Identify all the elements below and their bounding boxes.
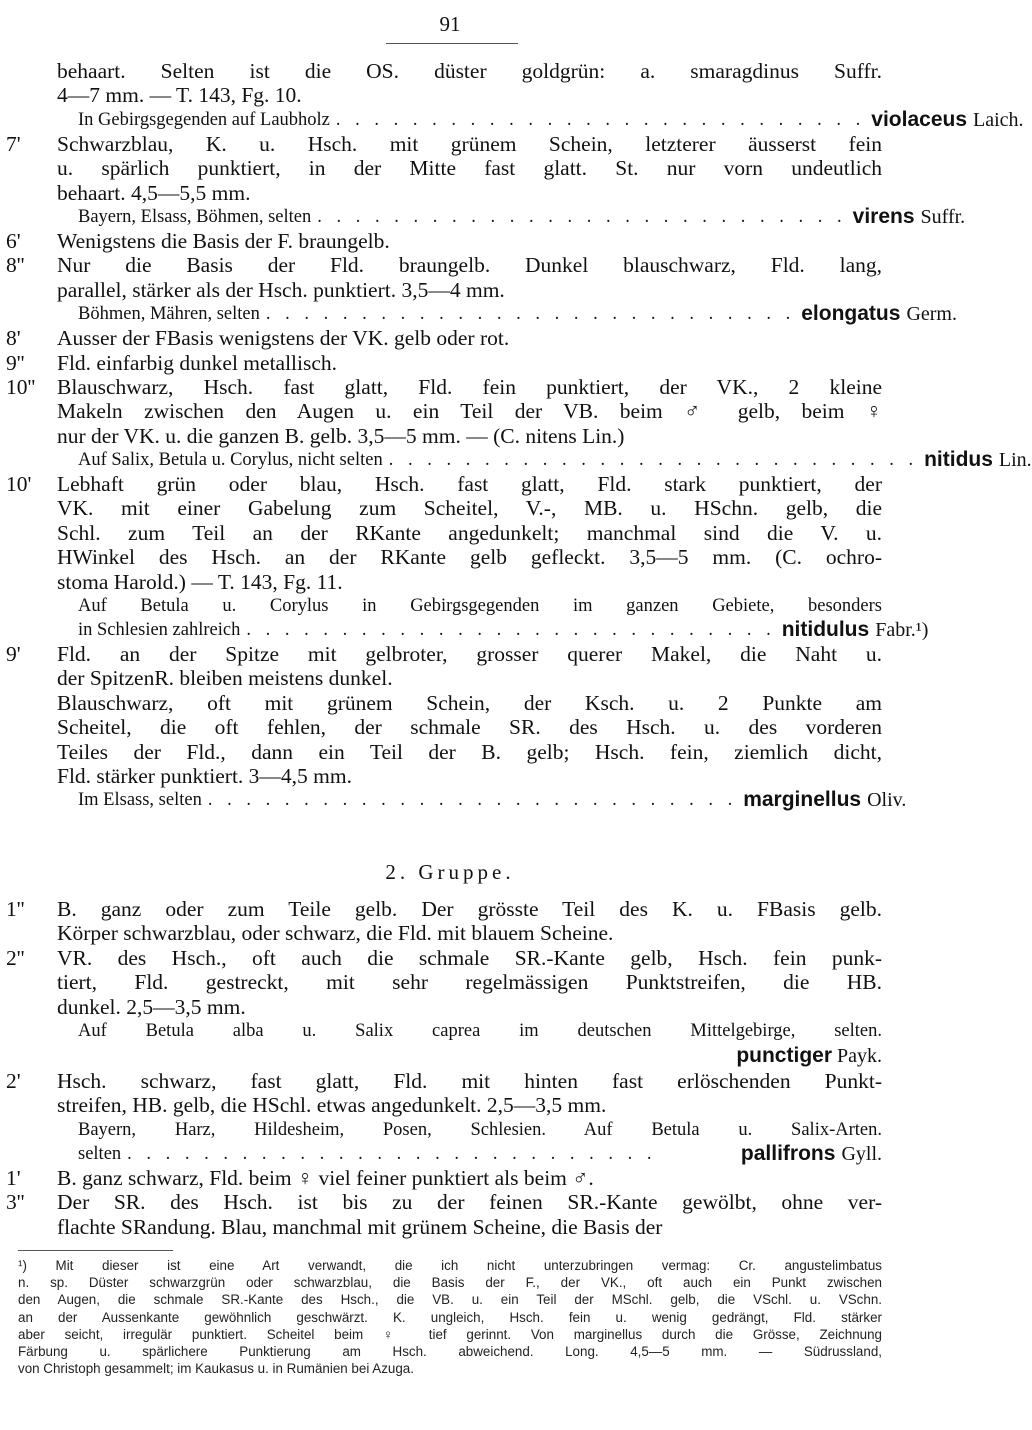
key-line <box>0 995 900 1019</box>
key-line <box>0 496 900 520</box>
key-text: Fld. einfarbig dunkel metallisch. <box>57 350 338 375</box>
key-text: Blauschwarz, oft mit grünem Schein, der Ksch. u. 2 Punkte am <box>57 690 882 715</box>
species-line <box>0 204 966 229</box>
key-text: tiert, Fld. gestreckt, mit sehr regelmässigen Punktstreifen, die HB. <box>57 970 882 995</box>
key-text: streifen, HB. gelb, die HSchl. etwas angedunkelt. 2,5—3,5 mm. <box>57 1093 607 1118</box>
footnote-line: den Augen, die schmale SR.-Kante des Hsch., die VB. u. ein Teil der MSchl. gelb, die VSchl. u. VSchn. <box>18 1292 882 1308</box>
key-text: Blauschwarz, Hsch. fast glatt, Fld. fein punktiert, der VK., 2 kleine <box>57 374 882 399</box>
species-line <box>0 1043 900 1069</box>
locality-text: Auf Betula alba u. Salix caprea im deutschen Mittelgebirge, selten. <box>78 1020 882 1041</box>
key-line <box>0 970 900 994</box>
key-text: Körper schwarzblau, oder schwarz, die Fld. mit blauem Scheine. <box>57 921 614 946</box>
key-text: parallel, stärker als der Hsch. punktiert. 3,5—4 mm. <box>57 277 505 302</box>
footnote-line: aber seicht, irregulär punktiert. Scheitel beim ♀ tief gerinnt. Von marginellus durch die Grösse, Zeichnung <box>18 1326 882 1342</box>
couplet-number: 3'' <box>6 1190 25 1215</box>
couplet-number: 2' <box>6 1068 21 1093</box>
footnote-line: Färbung u. spärlichere Punktierung am Hsch. abweichend. Long. 4,5—5 mm. — Südrussland, <box>18 1343 882 1359</box>
key-text: nur der VK. u. die ganzen B. gelb. 3,5—5 mm. — (C. nitens Lin.) <box>57 423 625 448</box>
key-line <box>0 83 900 107</box>
key-text: Wenigstens die Basis der F. braungelb. <box>57 228 390 253</box>
species-entry <box>78 788 907 812</box>
species-name: nitidus <box>924 448 993 472</box>
key-line <box>0 399 900 423</box>
couplet-number: 6' <box>6 228 21 253</box>
key-line <box>0 156 900 180</box>
key-line <box>0 642 900 666</box>
locality-line <box>0 594 900 618</box>
species-entry <box>78 618 929 642</box>
key-line <box>0 715 900 739</box>
footnote-rule <box>18 1250 173 1251</box>
species-line <box>0 788 907 812</box>
key-line <box>0 666 900 690</box>
species-author: Lin. <box>998 449 1032 472</box>
species-line <box>0 107 1024 132</box>
key-line <box>0 424 900 448</box>
key-line <box>0 59 900 83</box>
key-text: stoma Harold.) — T. 143, Fg. 11. <box>57 569 343 594</box>
species-author: Payk. <box>837 1044 882 1067</box>
key-line <box>0 132 900 156</box>
locality-text: selten <box>78 1143 122 1164</box>
key-line <box>0 740 900 764</box>
key-text: B. ganz oder zum Teile gelb. Der grösste Teil des K. u. FBasis gelb. <box>57 897 882 921</box>
key-line <box>0 1166 900 1190</box>
couplet-number: 7' <box>6 131 21 156</box>
locality-text: Im Elsass, selten <box>78 790 202 811</box>
species-author: Laich. <box>973 108 1024 131</box>
species-name: marginellus <box>743 788 862 812</box>
key-line <box>0 921 900 945</box>
key-line <box>0 351 900 375</box>
key-line <box>0 229 900 253</box>
locality-text: Auf Betula u. Corylus in Gebirgsgegenden im ganzen Gebiete, besonders <box>78 596 882 617</box>
key-line <box>0 1093 900 1117</box>
key-text: Nur die Basis der Fld. braungelb. Dunkel blauschwarz, Fld. lang, <box>57 253 882 278</box>
species-author: Oliv. <box>867 789 907 812</box>
locality-text: Böhmen, Mähren, selten <box>78 304 260 325</box>
species-author: Fabr.¹) <box>875 619 929 642</box>
locality-text: Auf Salix, Betula u. Corylus, nicht selten <box>78 450 383 471</box>
species-entry <box>78 448 1032 472</box>
dot-leader: . . . . . . . . . . . . . . . . . . . . . . . . . . . . <box>335 109 866 130</box>
key-text: Schl. zum Teil an der RKante angedunkelt; manchmal sind die V. u. <box>57 520 882 545</box>
dot-leader: . . . . . . . . . . . . . . . . . . . . . . . . . . . . <box>246 620 776 641</box>
species-line <box>0 302 957 326</box>
key-text: Fld. an der Spitze mit gelbroter, grosser querer Makel, die Naht u. <box>57 642 882 667</box>
species-line <box>0 1142 900 1166</box>
species-name: pallifrons <box>740 1141 836 1165</box>
key-text: 4—7 mm. — T. 143, Fg. 10. <box>57 83 302 108</box>
key-line <box>0 570 900 594</box>
species-name: punctiger <box>736 1043 832 1067</box>
species-author: Germ. <box>906 303 957 326</box>
key-text: behaart. Selten ist die OS. düster goldgrün: a. smaragdinus Suffr. <box>57 59 882 83</box>
species-entry <box>78 107 1024 132</box>
species-entry <box>78 1142 882 1166</box>
key-text: HWinkel des Hsch. an der RKante gelb gefleckt. 3,5—5 mm. (C. ochro- <box>57 545 882 570</box>
key-line <box>0 1069 900 1093</box>
couplet-number: 1'' <box>6 897 25 921</box>
dot-leader: . . . . . . . . . . . . . . . . . . . . . . . . . . . . <box>207 790 738 811</box>
dot-leader: . . . . . . . . . . . . . . . . . . . . . . . . . . . . <box>265 304 796 325</box>
key-text: Schwarzblau, K. u. Hsch. mit grünem Schein, letzterer äusserst fein <box>57 131 882 156</box>
key-text: Der SR. des Hsch. ist bis zu der feinen SR.-Kante gewölbt, ohne ver- <box>57 1190 882 1215</box>
locality-text: Bayern, Elsass, Böhmen, selten <box>78 206 312 227</box>
key-line <box>0 1190 900 1214</box>
dot-leader: . . . . . . . . . . . . . . . . . . . . . . . . . . . . <box>388 450 919 471</box>
couplet-number: 8' <box>6 326 21 351</box>
species-name: elongatus <box>801 302 901 326</box>
couplet-number: 2'' <box>6 945 25 970</box>
species-name: virens <box>852 204 915 228</box>
couplet-number: 9' <box>6 642 21 667</box>
group-2-key <box>0 897 900 1239</box>
species-line <box>0 618 929 642</box>
key-text: VR. des Hsch., oft auch die schmale SR.-Kante gelb, Hsch. fein punk- <box>57 945 882 970</box>
locality-text: in Schlesien zahlreich <box>78 620 241 641</box>
group-2-heading: 2. Gruppe. <box>385 860 515 884</box>
footnote-line: ¹) Mit dieser ist eine Art verwandt, die ich nicht unterzubringen vermag: Cr. angustelimbatus <box>18 1258 882 1273</box>
key-text: Lebhaft grün oder blau, Hsch. fast glatt, Fld. stark punktiert, der <box>57 472 882 497</box>
key-line <box>0 375 900 399</box>
key-text: Fld. stärker punktiert. 3—4,5 mm. <box>57 763 352 788</box>
key-line <box>0 691 900 715</box>
key-line <box>0 326 900 350</box>
species-entry <box>78 302 957 326</box>
couplet-number: 10'' <box>6 374 36 399</box>
key-line <box>0 278 900 302</box>
species-author: Suffr. <box>920 205 966 228</box>
key-text: der SpitzenR. bleiben meistens dunkel. <box>57 666 393 691</box>
key-text: flachte SRandung. Blau, manchmal mit grünem Scheine, die Basis der <box>57 1214 663 1239</box>
key-line <box>0 1215 900 1239</box>
key-text: B. ganz schwarz, Fld. beim ♀ viel feiner punktiert als beim ♂. <box>57 1165 594 1190</box>
locality-line <box>0 1019 900 1043</box>
key-text: Makeln zwischen den Augen u. ein Teil der VB. beim ♂ gelb, beim ♀ <box>57 399 882 424</box>
group-1-key <box>0 59 1032 812</box>
locality-line <box>0 1118 900 1142</box>
header-rule <box>386 43 518 44</box>
dot-leader: . . . . . . . . . . . . . . . . . . . . . . . . . . . . <box>127 1143 657 1164</box>
key-line <box>0 946 900 970</box>
key-line <box>0 521 900 545</box>
key-text: VK. mit einer Gabelung zum Scheitel, V.-, MB. u. HSchn. gelb, die <box>57 496 882 521</box>
key-text: Scheitel, die oft fehlen, der schmale SR. des Hsch. u. des vorderen <box>57 715 882 740</box>
page-number: 91 <box>439 12 461 36</box>
key-text: Ausser der FBasis wenigstens der VK. gelb oder rot. <box>57 326 510 351</box>
couplet-number: 10' <box>6 472 32 497</box>
key-line <box>0 897 900 921</box>
dot-leader: . . . . . . . . . . . . . . . . . . . . . . . . . . . . <box>317 206 847 227</box>
footnote-line: an der Aussenkante gewöhnlich geschwärzt. K. ungleich, Hsch. fein u. wenig gedrängt, Fld. stärker <box>18 1309 882 1325</box>
couplet-number: 8'' <box>6 253 25 278</box>
species-line <box>0 448 1032 472</box>
key-line <box>0 545 900 569</box>
couplet-number: 1' <box>6 1165 21 1190</box>
species-name: violaceus <box>871 107 968 131</box>
key-text: behaart. 4,5—5,5 mm. <box>57 180 251 205</box>
key-text: Hsch. schwarz, fast glatt, Fld. mit hinten fast erlöschenden Punkt- <box>57 1068 882 1093</box>
key-text: u. spärlich punktiert, in der Mitte fast glatt. St. nur vorn undeutlich <box>57 156 882 181</box>
footnote-line: von Christoph gesammelt; im Kaukasus u. in Rumänien bei Azuga. <box>18 1361 414 1377</box>
locality-text: In Gebirgsgegenden auf Laubholz <box>78 109 330 130</box>
species-name: nitidulus <box>781 618 870 642</box>
species-author: Gyll. <box>841 1142 882 1165</box>
species-entry <box>78 204 966 229</box>
key-text: dunkel. 2,5—3,5 mm. <box>57 994 246 1019</box>
couplet-number: 9'' <box>6 350 25 375</box>
footnote <box>18 1257 882 1377</box>
locality-text: Bayern, Harz, Hildesheim, Posen, Schlesien. Auf Betula u. Salix-Arten. <box>78 1119 882 1140</box>
key-line <box>0 472 900 496</box>
footnote-line: n. sp. Düster schwarzgrün oder schwarzblau, die Basis der F., der VK., oft auch ein Punkt zwischen <box>18 1275 882 1291</box>
key-line <box>0 181 900 205</box>
key-text: Teiles der Fld., dann ein Teil der B. gelb; Hsch. fein, ziemlich dicht, <box>57 739 882 764</box>
key-line <box>0 253 900 277</box>
key-line <box>0 764 900 788</box>
